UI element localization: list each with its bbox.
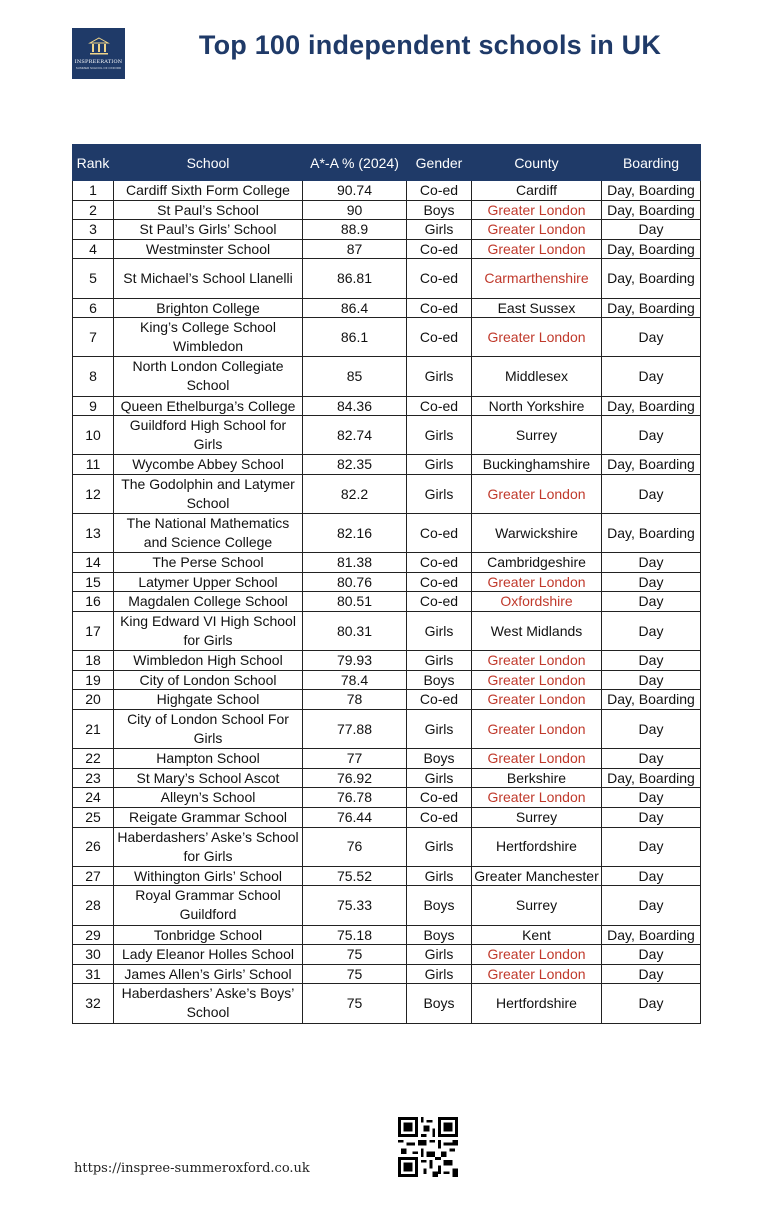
footer-url[interactable]: https://inspree-summeroxford.co.uk xyxy=(74,1161,310,1176)
cell-score: 82.35 xyxy=(303,455,407,475)
cell-school: Withington Girls’ School xyxy=(114,866,303,886)
cell-boarding: Day xyxy=(602,318,701,357)
cell-boarding: Day xyxy=(602,866,701,886)
cell-county: Greater London xyxy=(472,964,602,984)
cell-score: 77 xyxy=(303,749,407,769)
cell-rank: 26 xyxy=(73,827,114,866)
column-header-county: County xyxy=(472,145,602,181)
table-row xyxy=(73,612,701,651)
cell-school: Tonbridge School xyxy=(114,925,303,945)
cell-rank: 4 xyxy=(73,239,114,259)
cell-rank: 17 xyxy=(73,612,114,651)
cell-gender: Girls xyxy=(407,416,472,455)
cell-county: Oxfordshire xyxy=(472,592,602,612)
cell-score: 75 xyxy=(303,984,407,1023)
cell-rank: 12 xyxy=(73,474,114,513)
cell-gender: Co-ed xyxy=(407,259,472,298)
cell-boarding: Day, Boarding xyxy=(602,455,701,475)
table-row xyxy=(73,572,701,592)
table-row xyxy=(73,984,701,1023)
cell-boarding: Day xyxy=(602,945,701,965)
table-row xyxy=(73,474,701,513)
column-header-gender: Gender xyxy=(407,145,472,181)
cell-school: Reigate Grammar School xyxy=(114,808,303,828)
cell-boarding: Day xyxy=(602,612,701,651)
cell-gender: Boys xyxy=(407,200,472,220)
column-header-rank: Rank xyxy=(73,145,114,181)
cell-boarding: Day xyxy=(602,416,701,455)
cell-boarding: Day xyxy=(602,964,701,984)
cell-county: Greater London xyxy=(472,749,602,769)
cell-score: 80.51 xyxy=(303,592,407,612)
cell-school: The Perse School xyxy=(114,553,303,573)
cell-boarding: Day, Boarding xyxy=(602,768,701,788)
cell-boarding: Day xyxy=(602,572,701,592)
cell-score: 90.74 xyxy=(303,181,407,201)
table-row xyxy=(73,181,701,201)
cell-score: 82.74 xyxy=(303,416,407,455)
table-row xyxy=(73,866,701,886)
cell-boarding: Day, Boarding xyxy=(602,200,701,220)
cell-boarding: Day, Boarding xyxy=(602,259,701,298)
cell-score: 86.1 xyxy=(303,318,407,357)
table-row xyxy=(73,788,701,808)
cell-gender: Co-ed xyxy=(407,318,472,357)
table-body xyxy=(73,181,701,1024)
cell-boarding: Day xyxy=(602,553,701,573)
cell-rank: 18 xyxy=(73,651,114,671)
cell-rank: 11 xyxy=(73,455,114,475)
cell-rank: 19 xyxy=(73,670,114,690)
cell-gender: Co-ed xyxy=(407,690,472,710)
cell-school: St Mary’s School Ascot xyxy=(114,768,303,788)
cell-gender: Co-ed xyxy=(407,298,472,318)
cell-school: King Edward VI High School for Girls xyxy=(114,612,303,651)
cell-boarding: Day xyxy=(602,710,701,749)
cell-rank: 20 xyxy=(73,690,114,710)
table-row xyxy=(73,455,701,475)
cell-boarding: Day xyxy=(602,788,701,808)
cell-rank: 15 xyxy=(73,572,114,592)
table-row xyxy=(73,651,701,671)
table-row xyxy=(73,553,701,573)
table-row xyxy=(73,298,701,318)
cell-school: King’s College School Wimbledon xyxy=(114,318,303,357)
cell-county: Surrey xyxy=(472,808,602,828)
table-row xyxy=(73,690,701,710)
cell-county: Carmarthenshire xyxy=(472,259,602,298)
cell-score: 90 xyxy=(303,200,407,220)
cell-county: Greater London xyxy=(472,239,602,259)
table-row xyxy=(73,259,701,298)
cell-county: Greater London xyxy=(472,651,602,671)
cell-score: 81.38 xyxy=(303,553,407,573)
cell-gender: Boys xyxy=(407,670,472,690)
cell-boarding: Day, Boarding xyxy=(602,298,701,318)
cell-rank: 6 xyxy=(73,298,114,318)
cell-school: City of London School xyxy=(114,670,303,690)
cell-boarding: Day xyxy=(602,670,701,690)
qr-code-icon xyxy=(398,1117,458,1177)
cell-score: 79.93 xyxy=(303,651,407,671)
cell-county: Warwickshire xyxy=(472,514,602,553)
cell-county: West Midlands xyxy=(472,612,602,651)
cell-score: 75.52 xyxy=(303,866,407,886)
cell-rank: 3 xyxy=(73,220,114,240)
table-row xyxy=(73,396,701,416)
cell-score: 86.4 xyxy=(303,298,407,318)
cell-score: 75.18 xyxy=(303,925,407,945)
cell-school: Highgate School xyxy=(114,690,303,710)
cell-rank: 9 xyxy=(73,396,114,416)
cell-school: Haberdashers’ Aske’s School for Girls xyxy=(114,827,303,866)
cell-school: Cardiff Sixth Form College xyxy=(114,181,303,201)
cell-rank: 5 xyxy=(73,259,114,298)
cell-score: 76.78 xyxy=(303,788,407,808)
building-icon xyxy=(88,37,110,57)
table-row xyxy=(73,514,701,553)
cell-gender: Co-ed xyxy=(407,396,472,416)
cell-school: Hampton School xyxy=(114,749,303,769)
cell-score: 76.44 xyxy=(303,808,407,828)
cell-school: Lady Eleanor Holles School xyxy=(114,945,303,965)
cell-score: 78 xyxy=(303,690,407,710)
cell-gender: Girls xyxy=(407,827,472,866)
cell-gender: Boys xyxy=(407,925,472,945)
cell-score: 82.2 xyxy=(303,474,407,513)
cell-county: Hertfordshire xyxy=(472,984,602,1023)
cell-score: 77.88 xyxy=(303,710,407,749)
table-row xyxy=(73,220,701,240)
cell-score: 75 xyxy=(303,964,407,984)
cell-county: Surrey xyxy=(472,416,602,455)
cell-score: 87 xyxy=(303,239,407,259)
cell-boarding: Day xyxy=(602,886,701,925)
cell-county: Kent xyxy=(472,925,602,945)
cell-gender: Girls xyxy=(407,455,472,475)
cell-score: 76.92 xyxy=(303,768,407,788)
cell-school: Westminster School xyxy=(114,239,303,259)
cell-rank: 32 xyxy=(73,984,114,1023)
cell-boarding: Day xyxy=(602,749,701,769)
cell-rank: 28 xyxy=(73,886,114,925)
table-row xyxy=(73,827,701,866)
cell-county: Greater London xyxy=(472,318,602,357)
cell-score: 76 xyxy=(303,827,407,866)
cell-rank: 13 xyxy=(73,514,114,553)
cell-school: Wimbledon High School xyxy=(114,651,303,671)
cell-score: 75 xyxy=(303,945,407,965)
brand-logo xyxy=(72,28,125,79)
cell-county: Greater London xyxy=(472,788,602,808)
logo-tagline: SUMMER SCHOOL OF OXFORD xyxy=(75,66,122,70)
cell-school: Latymer Upper School xyxy=(114,572,303,592)
table-row xyxy=(73,945,701,965)
cell-rank: 31 xyxy=(73,964,114,984)
cell-county: Greater London xyxy=(472,220,602,240)
cell-county: Greater London xyxy=(472,670,602,690)
table-row xyxy=(73,318,701,357)
cell-boarding: Day, Boarding xyxy=(602,514,701,553)
cell-gender: Girls xyxy=(407,357,472,396)
table-row xyxy=(73,886,701,925)
cell-gender: Co-ed xyxy=(407,181,472,201)
cell-boarding: Day, Boarding xyxy=(602,181,701,201)
cell-gender: Co-ed xyxy=(407,239,472,259)
cell-school: The Godolphin and Latymer School xyxy=(114,474,303,513)
cell-boarding: Day xyxy=(602,984,701,1023)
cell-score: 80.31 xyxy=(303,612,407,651)
column-header-score: A*-A % (2024) xyxy=(303,145,407,181)
cell-rank: 22 xyxy=(73,749,114,769)
cell-boarding: Day xyxy=(602,651,701,671)
table-row xyxy=(73,200,701,220)
cell-gender: Girls xyxy=(407,768,472,788)
cell-rank: 8 xyxy=(73,357,114,396)
cell-gender: Girls xyxy=(407,612,472,651)
cell-gender: Girls xyxy=(407,474,472,513)
table-row xyxy=(73,808,701,828)
table-row xyxy=(73,710,701,749)
cell-gender: Co-ed xyxy=(407,592,472,612)
cell-school: Queen Ethelburga’s College xyxy=(114,396,303,416)
cell-score: 86.81 xyxy=(303,259,407,298)
cell-school: Haberdashers’ Aske’s Boys’ School xyxy=(114,984,303,1023)
cell-gender: Girls xyxy=(407,220,472,240)
table-row xyxy=(73,239,701,259)
cell-county: Greater London xyxy=(472,572,602,592)
cell-boarding: Day xyxy=(602,474,701,513)
cell-score: 80.76 xyxy=(303,572,407,592)
table-row xyxy=(73,592,701,612)
cell-boarding: Day xyxy=(602,220,701,240)
cell-gender: Co-ed xyxy=(407,514,472,553)
cell-county: Greater London xyxy=(472,710,602,749)
cell-boarding: Day xyxy=(602,827,701,866)
table-header-row xyxy=(73,145,701,181)
cell-county: Middlesex xyxy=(472,357,602,396)
cell-rank: 21 xyxy=(73,710,114,749)
cell-gender: Girls xyxy=(407,866,472,886)
schools-table xyxy=(72,144,701,1024)
cell-school: Magdalen College School xyxy=(114,592,303,612)
cell-county: Buckinghamshire xyxy=(472,455,602,475)
column-header-boarding: Boarding xyxy=(602,145,701,181)
table-row xyxy=(73,925,701,945)
cell-county: East Sussex xyxy=(472,298,602,318)
cell-gender: Girls xyxy=(407,945,472,965)
cell-score: 88.9 xyxy=(303,220,407,240)
cell-score: 75.33 xyxy=(303,886,407,925)
cell-county: Berkshire xyxy=(472,768,602,788)
cell-rank: 27 xyxy=(73,866,114,886)
cell-rank: 25 xyxy=(73,808,114,828)
cell-gender: Boys xyxy=(407,886,472,925)
cell-school: James Allen’s Girls’ School xyxy=(114,964,303,984)
cell-school: St Paul’s Girls’ School xyxy=(114,220,303,240)
cell-school: North London Collegiate School xyxy=(114,357,303,396)
cell-gender: Co-ed xyxy=(407,553,472,573)
cell-score: 84.36 xyxy=(303,396,407,416)
cell-gender: Girls xyxy=(407,710,472,749)
cell-school: Guildford High School for Girls xyxy=(114,416,303,455)
table-row xyxy=(73,357,701,396)
logo-name: INSPREERATION xyxy=(74,59,123,65)
cell-score: 85 xyxy=(303,357,407,396)
cell-school: Royal Grammar School Guildford xyxy=(114,886,303,925)
table-row xyxy=(73,768,701,788)
cell-boarding: Day, Boarding xyxy=(602,925,701,945)
cell-school: The National Mathematics and Science College xyxy=(114,514,303,553)
cell-county: North Yorkshire xyxy=(472,396,602,416)
cell-boarding: Day, Boarding xyxy=(602,690,701,710)
cell-rank: 2 xyxy=(73,200,114,220)
cell-county: Greater London xyxy=(472,945,602,965)
cell-gender: Co-ed xyxy=(407,572,472,592)
cell-rank: 1 xyxy=(73,181,114,201)
cell-rank: 14 xyxy=(73,553,114,573)
cell-rank: 30 xyxy=(73,945,114,965)
cell-gender: Boys xyxy=(407,749,472,769)
cell-gender: Girls xyxy=(407,964,472,984)
page-title: Top 100 independent schools in UK xyxy=(198,30,662,60)
cell-school: Alleyn’s School xyxy=(114,788,303,808)
table-row xyxy=(73,670,701,690)
cell-county: Cambridgeshire xyxy=(472,553,602,573)
cell-county: Greater London xyxy=(472,690,602,710)
table-row xyxy=(73,416,701,455)
cell-boarding: Day, Boarding xyxy=(602,396,701,416)
cell-county: Greater Manchester xyxy=(472,866,602,886)
cell-gender: Girls xyxy=(407,651,472,671)
cell-gender: Co-ed xyxy=(407,788,472,808)
cell-score: 82.16 xyxy=(303,514,407,553)
cell-boarding: Day xyxy=(602,592,701,612)
cell-rank: 24 xyxy=(73,788,114,808)
cell-gender: Boys xyxy=(407,984,472,1023)
cell-county: Cardiff xyxy=(472,181,602,201)
cell-gender: Co-ed xyxy=(407,808,472,828)
cell-county: Hertfordshire xyxy=(472,827,602,866)
cell-rank: 16 xyxy=(73,592,114,612)
cell-boarding: Day, Boarding xyxy=(602,239,701,259)
cell-rank: 7 xyxy=(73,318,114,357)
cell-rank: 29 xyxy=(73,925,114,945)
table-row xyxy=(73,964,701,984)
cell-boarding: Day xyxy=(602,357,701,396)
cell-rank: 10 xyxy=(73,416,114,455)
cell-county: Surrey xyxy=(472,886,602,925)
column-header-school: School xyxy=(114,145,303,181)
cell-school: Brighton College xyxy=(114,298,303,318)
cell-school: City of London School For Girls xyxy=(114,710,303,749)
cell-school: St Paul’s School xyxy=(114,200,303,220)
cell-boarding: Day xyxy=(602,808,701,828)
cell-school: St Michael’s School Llanelli xyxy=(114,259,303,298)
cell-school: Wycombe Abbey School xyxy=(114,455,303,475)
cell-county: Greater London xyxy=(472,474,602,513)
cell-score: 78.4 xyxy=(303,670,407,690)
table-row xyxy=(73,749,701,769)
cell-county: Greater London xyxy=(472,200,602,220)
cell-rank: 23 xyxy=(73,768,114,788)
